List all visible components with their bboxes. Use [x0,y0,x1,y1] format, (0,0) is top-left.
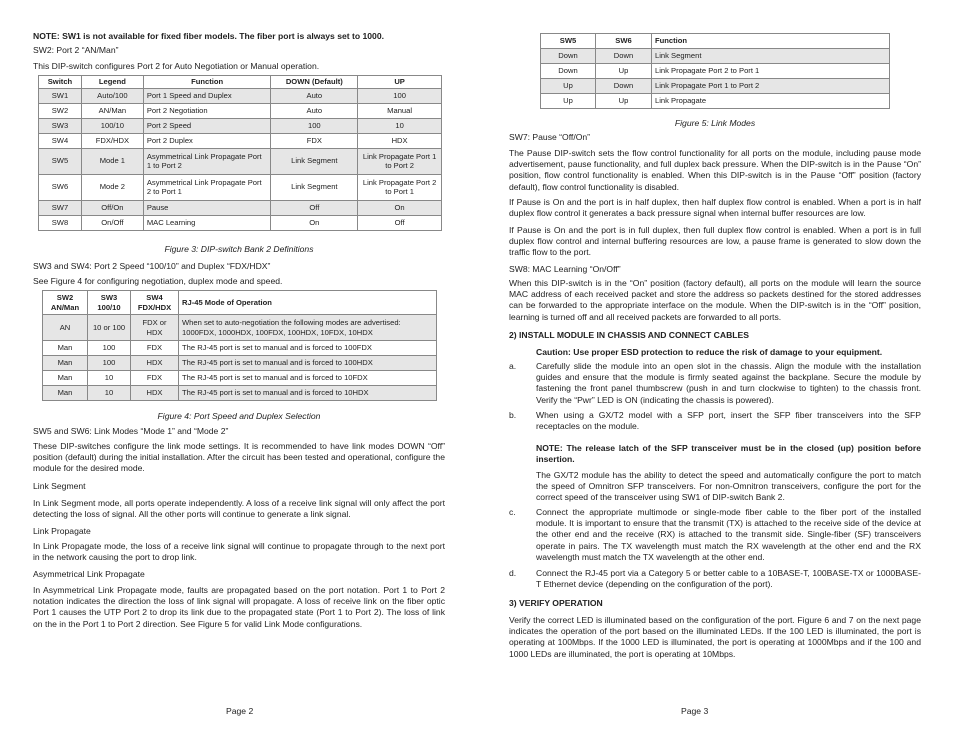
table-cell: Up [541,79,596,94]
table-cell: Auto [271,103,358,118]
table-cell: SW1 [39,88,82,103]
step-c-marker: c. [509,507,516,517]
table-cell: Mode 2 [81,174,143,200]
table-cell: On [271,215,358,230]
table-cell: Link Segment [271,148,358,174]
table-cell: Pause [143,200,271,215]
step-b [509,410,921,432]
fig4-table [42,290,437,401]
table-row [39,133,442,148]
table-cell: Port 2 Duplex [143,133,271,148]
table-row [43,386,437,401]
table-cell: FDX or HDX [131,315,179,341]
table-row [541,49,890,64]
step-a-marker: a. [509,361,517,371]
fig4-header: SW4 FDX/HDX [131,291,179,315]
table-row [43,341,437,356]
table-row [39,215,442,230]
table-cell: Manual [358,103,442,118]
link-propagate-desc: In Link Propagate mode, the loss of a receive link signal will continue to propagate through to the next port in the network causing the port to drop link. [33,541,445,563]
table-cell: MAC Learning [143,215,271,230]
table-cell: Man [43,341,88,356]
table-cell: Down [596,49,652,64]
sfp-note: NOTE: The release latch of the SFP transceiver must be in the closed (up) position before insertion. [536,443,921,465]
table-cell: Down [541,49,596,64]
fig4-header: RJ-45 Mode of Operation [179,291,437,315]
table-cell: Up [596,94,652,109]
table-cell: HDX [131,356,179,371]
fig3-table [38,75,442,231]
table-cell: SW3 [39,118,82,133]
asym-desc: In Asymmetrical Link Propagate mode, faults are propagated based on the port notation. Port 1 to Port 2 notation indicates the direction the loss of link signal will propagate. A loss of receive link on the fiber optic Port 1 causes the UTP Port 2 to drop its link due to the propagated state (Port 1 to Port 2). The loss of link on the in the Port 1 to Port 2 direction. See Figure 5 for valid Link Mode configurations. [33,585,445,629]
table-cell: Port 1 Speed and Duplex [143,88,271,103]
asym-heading: Asymmetrical Link Propagate [33,569,145,579]
note-sw1: NOTE: SW1 is not available for fixed fiber models. The fiber port is always set to 1000. [33,31,385,41]
table-cell: Down [541,64,596,79]
link-segment-desc: In Link Segment mode, all ports operate independently. A loss of a receive link signal will only affect the port detecting the loss of signal. All the other ports will continue to generate a link signal. [33,498,445,520]
fig3-caption: Figure 3: DIP-switch Bank 2 Definitions [164,244,314,254]
table-cell: Link Propagate Port 1 to Port 2 [358,148,442,174]
link-segment-heading: Link Segment [33,481,86,491]
table-cell: AN [43,315,88,341]
fig3-header: Switch [39,76,82,89]
fig3-header: DOWN (Default) [271,76,358,89]
table-cell: On [358,200,442,215]
step-c-text: Connect the appropriate multimode or single-mode fiber cable to the fiber port of the installed module. It is important to ensure that the transmit (TX) is attached to the receive side of the device at the other end and the receive (RX) is attached to the transmit side. Single-fiber (SF) transceivers operate in pairs. The TX wavelength must match the RX wavelength at the other end and the RX wavelength must match the TX wavelength at the other end. [536,507,921,562]
table-cell: Off [358,215,442,230]
table-cell: Link Propagate [652,94,890,109]
sw2-desc: This DIP-switch configures Port 2 for Auto Negotiation or Manual operation. [33,61,320,71]
table-cell: Link Propagate Port 2 to Port 1 [358,174,442,200]
table-cell: FDX/HDX [81,133,143,148]
table-cell: SW4 [39,133,82,148]
table-cell: When set to auto-negotiation the following modes are advertised: 1000FDX, 1000HDX, 100FDX, 100HDX, 10FDX, 10HDX [179,315,437,341]
table-cell: Up [596,64,652,79]
table-row [43,315,437,341]
sw7-desc-2: If Pause is On and the port is in half duplex, then half duplex flow control is enabled. When a port is in half duplex flow control it generates a back pressure signal when internal buffer resources are low. [509,197,921,219]
page-number: Page 3 [681,706,709,716]
table-cell: FDX [271,133,358,148]
table-cell: SW5 [39,148,82,174]
table-cell: 10 [88,386,131,401]
table-cell: HDX [358,133,442,148]
sw7-desc-3: If Pause is On and the port is in full duplex, then full duplex flow control is enabled. When a port is in full duplex flow control and internal buffering resources are low, a pause frame is generated to slow down the traffic flow to the port. [509,225,921,258]
table-row [541,64,890,79]
step-c [509,507,921,563]
sw34-heading: SW3 and SW4: Port 2 Speed “100/10” and Duplex “FDX/HDX” [33,261,271,271]
sw2-heading: SW2: Port 2 “AN/Man” [33,45,119,55]
table-cell: On/Off [81,215,143,230]
fig3-header: Legend [81,76,143,89]
table-cell: FDX [131,341,179,356]
table-cell: AN/Man [81,103,143,118]
fig4-header: SW2 AN/Man [43,291,88,315]
table-cell: 100/10 [81,118,143,133]
table-row [43,371,437,386]
table-cell: 10 [358,118,442,133]
table-cell: Mode 1 [81,148,143,174]
table-cell: The RJ-45 port is set to manual and is forced to 10FDX [179,371,437,386]
table-cell: SW6 [39,174,82,200]
table-cell: The RJ-45 port is set to manual and is forced to 100FDX [179,341,437,356]
table-cell: Port 2 Negotiation [143,103,271,118]
table-row [39,200,442,215]
table-cell: HDX [131,386,179,401]
gxt2-desc: The GX/T2 module has the ability to detect the speed and automatically configure the port to match the speed of Omnitron SFP transceivers. For non-Omnitron transceivers, configure the port for the correct speed of the transceiver using SW1 of DIP-switch Bank 2. [536,470,921,503]
table-row [39,118,442,133]
table-cell: Link Propagate Port 2 to Port 1 [652,64,890,79]
table-row [39,148,442,174]
table-cell: Man [43,386,88,401]
link-propagate-heading: Link Propagate [33,526,91,536]
table-cell: SW8 [39,215,82,230]
step-d-text: Connect the RJ-45 port via a Category 5 or better cable to a 10BASE-T, 100BASE-TX or 1000BASE-T Ethernet device (depending on the configuration of the port). [536,568,921,590]
sw56-heading: SW5 and SW6: Link Modes “Mode 1” and “Mode 2” [33,426,229,436]
table-cell: 100 [88,341,131,356]
fig3-header: UP [358,76,442,89]
sw34-desc: See Figure 4 for configuring negotiation, duplex mode and speed. [33,276,283,286]
sw8-desc: When this DIP-switch is in the “On” position (factory default), all ports on the module will learn the source MAC address of each received packet and store the address so packets destined for the stored addresses can be forwarded to the appropriate interface on the module. When the DIP-switch is in the “Off” position, learning is turned off and all received packets are forwarded to all ports. [509,278,921,322]
sw56-desc: These DIP-switches configure the link mode settings. It is recommended to have link modes DOWN “Off” position (default) during the initial installation. After the circuit has been tested and operational, configure the module for the desired mode. [33,441,445,474]
table-cell: Down [596,79,652,94]
fig5-caption: Figure 5: Link Modes [674,118,756,128]
fig3-header: Function [143,76,271,89]
table-cell: Off [271,200,358,215]
step-a [509,361,921,406]
page-number: Page 2 [226,706,254,716]
table-cell: 10 or 100 [88,315,131,341]
step-a-text: Carefully slide the module into an open slot in the chassis. Align the module with the installation guides and ensure that the module is firmly seated against the backplane. Secure the module by fastening the front panel thumbscrew (push in and turn clockwise to tighten) to the chassis front. Verify the “Pwr” LED is ON (indicating the chassis is powered). [536,361,921,405]
table-row [541,79,890,94]
table-cell: Asymmetrical Link Propagate Port 2 to Port 1 [143,174,271,200]
verify-heading: 3) VERIFY OPERATION [509,598,603,608]
fig5-header: Function [652,34,890,49]
table-cell: FDX [131,371,179,386]
table-row [39,103,442,118]
table-cell: 100 [271,118,358,133]
table-cell: Link Segment [271,174,358,200]
fig4-header: SW3 100/10 [88,291,131,315]
fig5-table [540,33,890,109]
table-cell: SW2 [39,103,82,118]
table-row [541,94,890,109]
step-b-marker: b. [509,410,517,420]
table-row [39,174,442,200]
table-cell: Port 2 Speed [143,118,271,133]
table-cell: 100 [88,356,131,371]
verify-desc: Verify the correct LED is illuminated based on the configuration of the port. Figure 6 and 7 on the next page indicates the operation of the port based on the illuminated LEDs. If the 100 LED is illuminated, the port is operating at 100Mbps. If the 1000 LED is illuminated, the port is operating at 1000Mbps and if the 100 and 1000 LEDs are illuminated, the port is operating at 10Mbps. [509,615,921,659]
table-row [39,88,442,103]
sw7-desc-1: The Pause DIP-switch sets the flow control functionality for all ports on the module, including pause mode advertisement, pause functionality, and full duplex back pressure. When the DIP-switch is in the Pause “On” position, flow control functionality is enabled. When this DIP-switch is in the Pause “Off” position (factory default), flow control functionality is disabled. [509,148,921,192]
step-d [509,568,921,590]
table-cell: The RJ-45 port is set to manual and is forced to 100HDX [179,356,437,371]
fig5-header: SW6 [596,34,652,49]
table-cell: Asymmetrical Link Propagate Port 1 to Port 2 [143,148,271,174]
table-cell: Auto [271,88,358,103]
table-cell: SW7 [39,200,82,215]
table-cell: Auto/100 [81,88,143,103]
table-cell: Up [541,94,596,109]
install-heading: 2) INSTALL MODULE IN CHASSIS AND CONNECT CABLES [509,330,749,340]
table-cell: Man [43,371,88,386]
table-cell: Link Segment [652,49,890,64]
step-d-marker: d. [509,568,517,578]
table-row [43,356,437,371]
sw8-heading: SW8: MAC Learning “On/Off” [509,264,621,274]
fig4-caption: Figure 4: Port Speed and Duplex Selection [157,411,321,421]
table-cell: 100 [358,88,442,103]
sw7-heading: SW7: Pause “Off/On” [509,132,591,142]
table-cell: Man [43,356,88,371]
table-cell: Link Propagate Port 1 to Port 2 [652,79,890,94]
fig5-header: SW5 [541,34,596,49]
step-b-text: When using a GX/T2 model with a SFP port, insert the SFP fiber transceivers into the SFP receptacles on the module. [536,410,921,432]
table-cell: Off/On [81,200,143,215]
table-cell: 10 [88,371,131,386]
table-cell: The RJ-45 port is set to manual and is forced to 10HDX [179,386,437,401]
caution-text: Caution: Use proper ESD protection to reduce the risk of damage to your equipment. [536,347,883,357]
